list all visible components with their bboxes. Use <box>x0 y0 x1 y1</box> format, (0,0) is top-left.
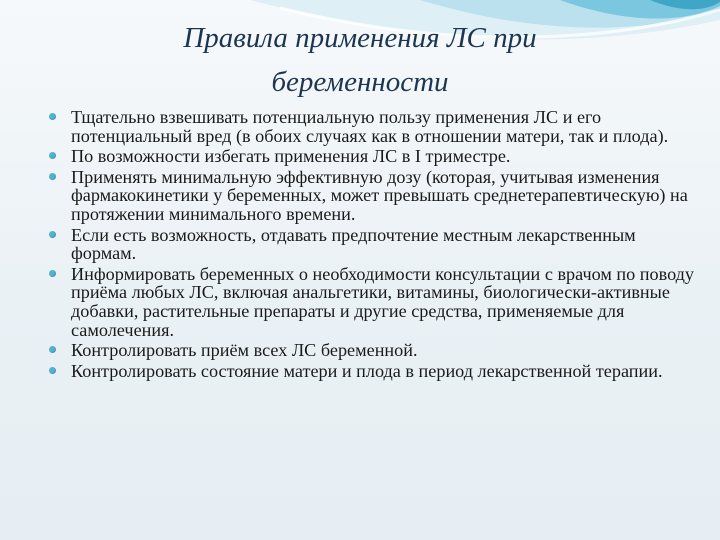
bullet-dot-icon <box>49 231 56 238</box>
bullet-text: Контролировать состояние матери и плода в период лекарственной терапии. <box>71 360 663 381</box>
bullet-list <box>40 108 700 382</box>
bullet-item <box>40 147 700 166</box>
bullet-dot-icon <box>49 367 56 374</box>
bullet-item <box>40 226 700 263</box>
bullet-text: По возможности избегать применения ЛС в I триместре. <box>71 146 511 167</box>
bullet-item <box>40 108 700 145</box>
bullet-dot-icon <box>49 173 56 180</box>
bullet-item <box>40 168 700 224</box>
title-line-1: Правила применения ЛС при <box>183 22 537 54</box>
bullet-text: Информировать беременных о необходимости консультации с врачом по поводу приёма любых ЛС, включая анальгетики, витамины, биологически-активные добавки, растительные препараты и другие средства, применяемые для самолечения. <box>71 263 695 340</box>
bullet-text: Если есть возможность, отдавать предпочтение местным лекарственным формам. <box>71 224 636 264</box>
bullet-dot-icon <box>49 113 56 120</box>
bullet-text: Контролировать приём всех ЛС беременной. <box>71 340 418 361</box>
bullet-item <box>40 362 700 381</box>
slide-title <box>60 16 660 104</box>
bullet-item <box>40 265 700 339</box>
bullet-item <box>40 341 700 360</box>
bullet-dot-icon <box>49 346 56 353</box>
bullet-dot-icon <box>49 152 56 159</box>
bullet-text: Применять минимальную эффективную дозу (которая, учитывая изменения фармакокинетики у беременных, может превышать среднетерапевтическую) на протяжении минимального времени. <box>71 166 688 224</box>
bullet-dot-icon <box>49 270 56 277</box>
title-line-2: беременности <box>271 66 449 98</box>
bullet-text: Тщательно взвешивать потенциальную пользу применения ЛС и его потенциальный вред (в обоих случаях как в отношении матери, так и плода). <box>71 107 669 146</box>
